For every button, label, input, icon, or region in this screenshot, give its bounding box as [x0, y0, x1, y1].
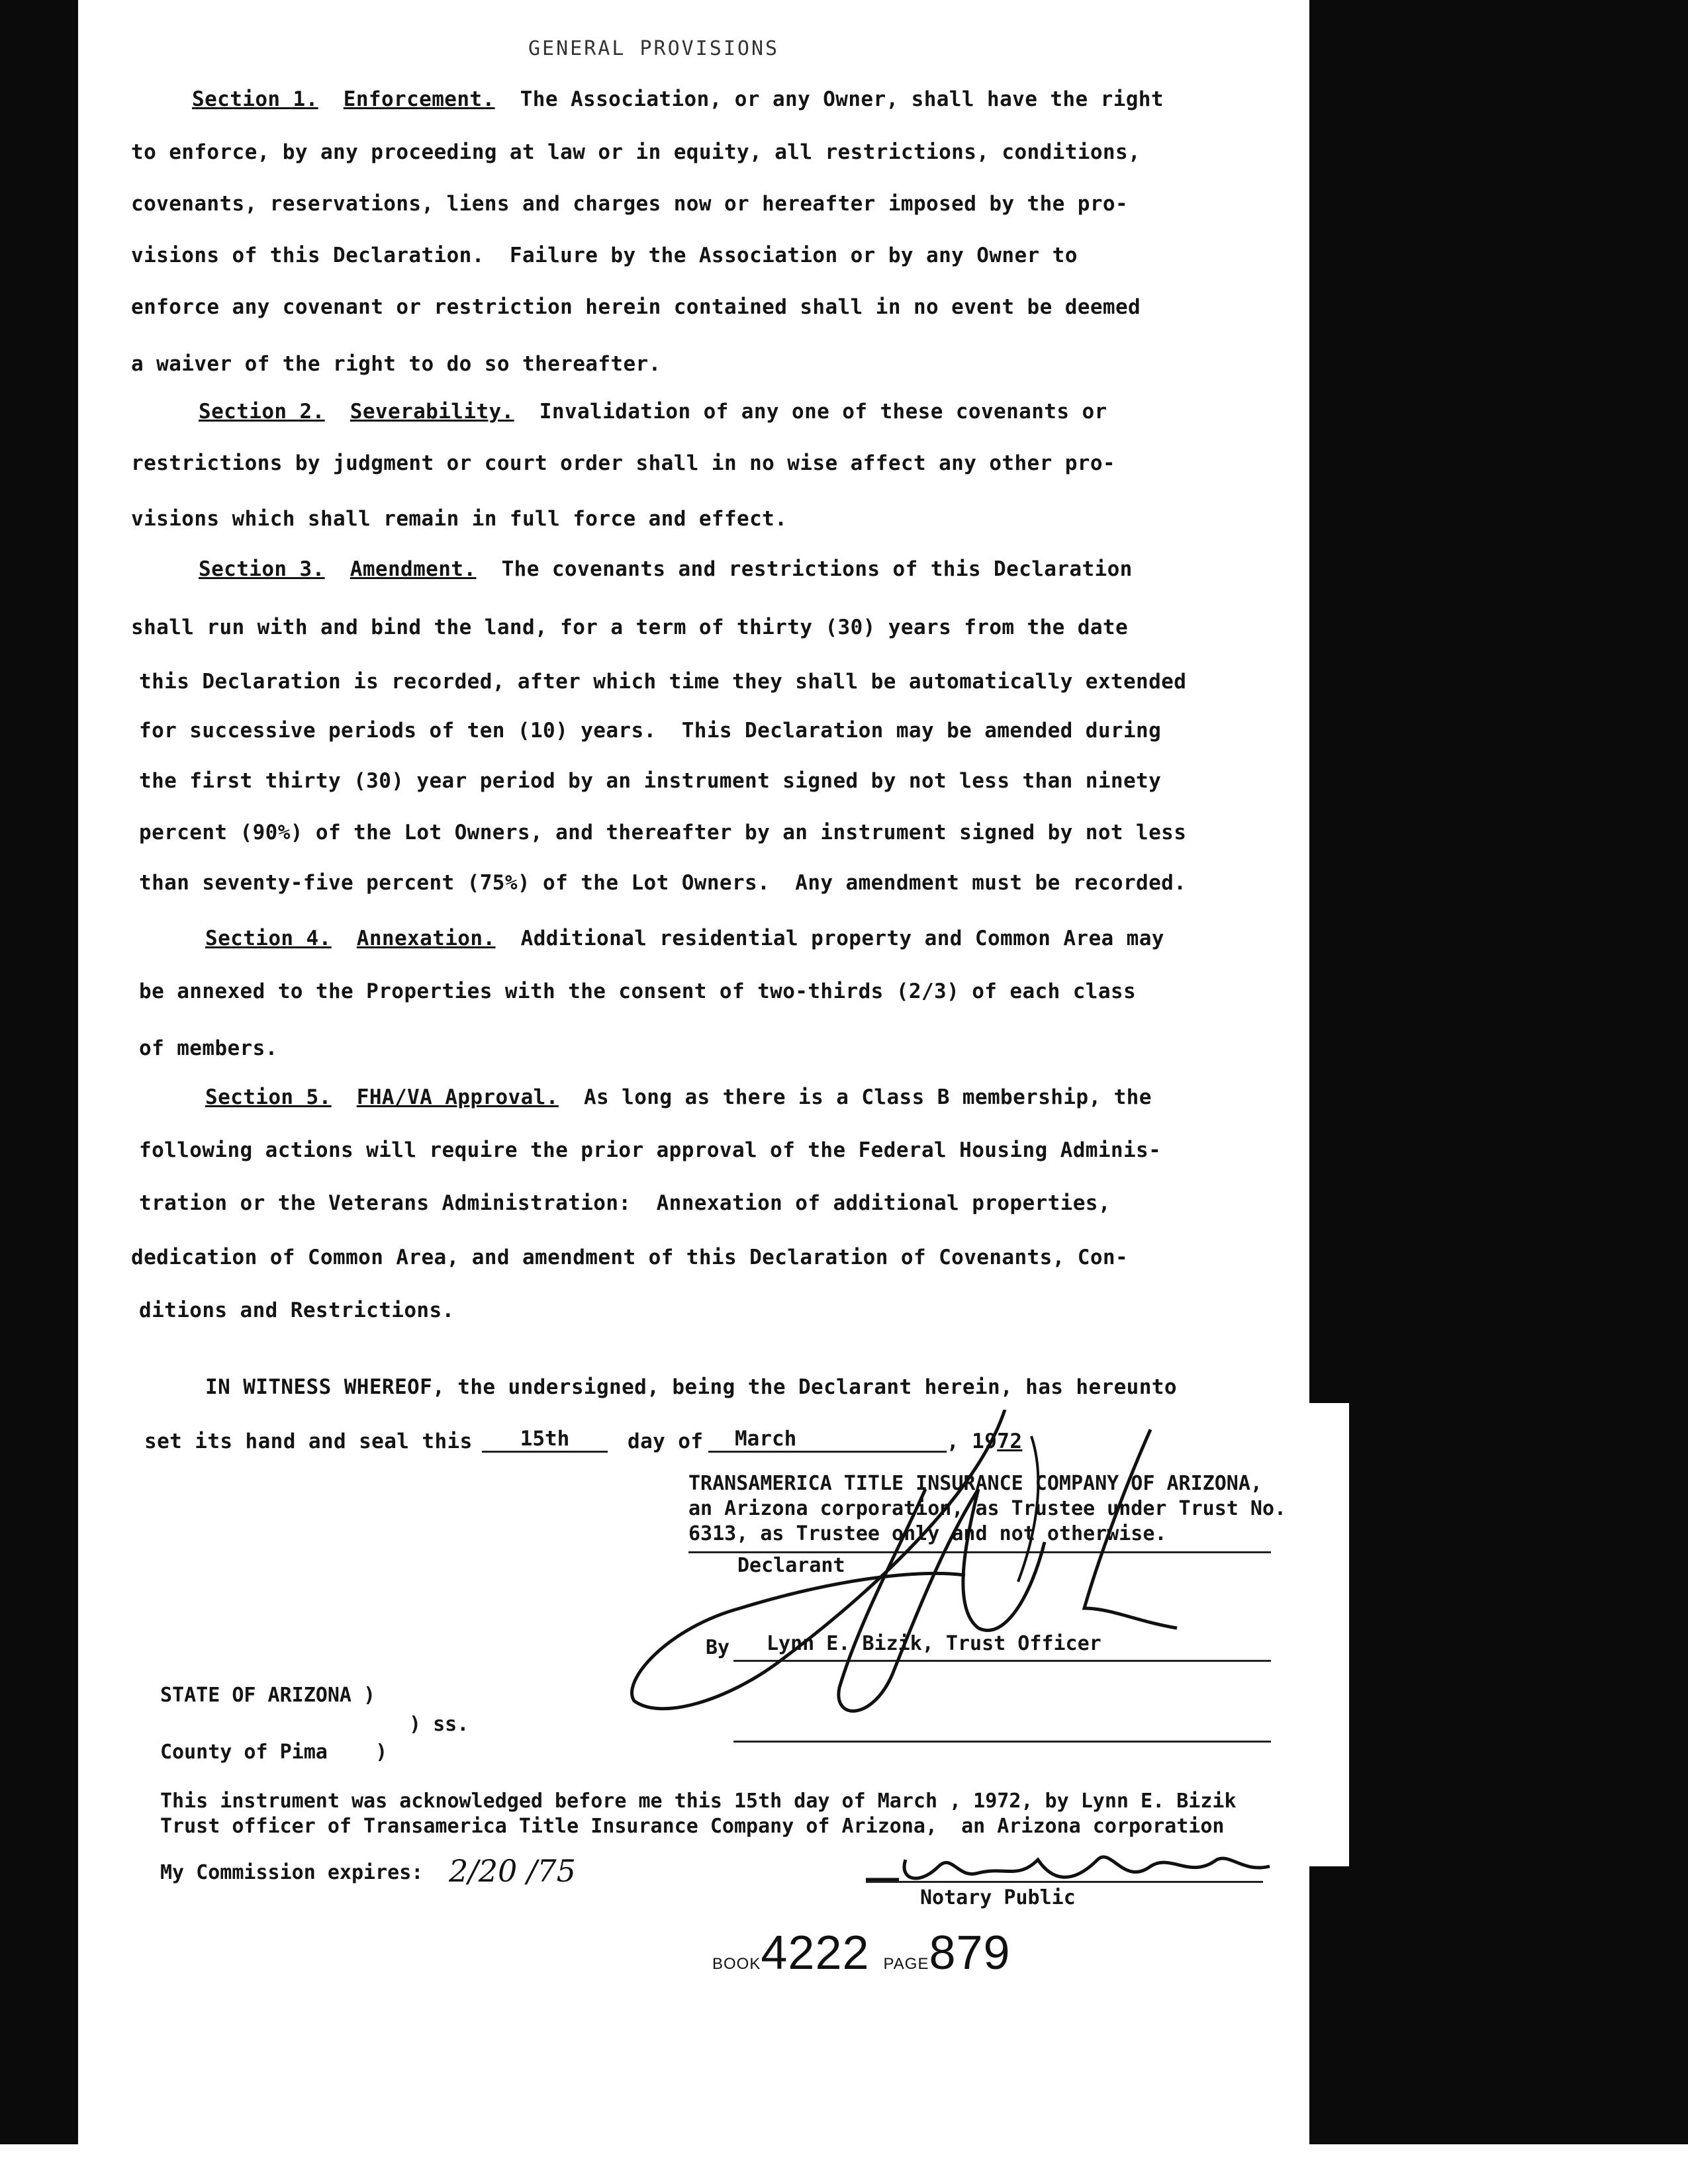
- section-3-label: Section 3.: [199, 557, 325, 581]
- section-2-title: Severability.: [350, 400, 514, 424]
- notary-label: Notary Public: [920, 1886, 1076, 1909]
- section-4-label: Section 4.: [205, 927, 332, 950]
- section-4-line: of members.: [139, 1036, 278, 1060]
- acknowledgment-line-2: Trust officer of Transamerica Title Insurance Company of Arizona, an Arizona corporation: [160, 1815, 1225, 1838]
- section-4-title: Annexation.: [356, 927, 496, 950]
- section-5-first-line: [205, 1085, 1152, 1109]
- witness-year-prefix: , 19: [947, 1430, 998, 1453]
- page-prefix: PAGE: [883, 1955, 929, 1973]
- book-number: 4222: [761, 1927, 870, 1979]
- acknowledgment-line-1: This instrument was acknowledged before me this 15th day of March , 1972, by Lynn E. Bizik: [160, 1790, 1237, 1813]
- witness-day-field: 15th: [482, 1427, 608, 1453]
- section-2-text: Invalidation of any one of these covenants or: [539, 400, 1107, 424]
- section-1-line: a waiver of the right to do so thereafter.: [131, 352, 661, 376]
- venue-ss: ) ss.: [409, 1713, 469, 1736]
- section-3-title: Amendment.: [350, 557, 477, 581]
- section-5-label: Section 5.: [205, 1085, 332, 1109]
- section-2-line: restrictions by judgment or court order shall in no wise affect any other pro-: [131, 451, 1115, 475]
- section-1-line: to enforce, by any proceeding at law or in equity, all restrictions, conditions,: [131, 140, 1141, 164]
- section-1-title: Enforcement.: [343, 87, 495, 111]
- section-5-line: following actions will require the prior approval of the Federal Housing Adminis-: [139, 1138, 1162, 1162]
- scan-edge-notch: [1309, 1403, 1349, 1866]
- commission-label: My Commission expires:: [160, 1861, 424, 1884]
- recording-stamp: [712, 1926, 1011, 1980]
- section-2-line: visions which shall remain in full force and effect.: [131, 507, 788, 531]
- section-3-line: the first thirty (30) year period by an instrument signed by not less than ninety: [139, 769, 1162, 793]
- section-5-line: ditions and Restrictions.: [139, 1298, 455, 1322]
- notary-rule: [866, 1881, 1263, 1883]
- declarant-label: Declarant: [737, 1554, 845, 1577]
- section-2-label: Section 2.: [199, 400, 325, 424]
- declarant-by-label: By: [706, 1636, 730, 1659]
- section-5-line: dedication of Common Area, and amendment of this Declaration of Covenants, Con-: [131, 1246, 1129, 1269]
- section-1-first-line: [192, 87, 1164, 111]
- section-5-text: As long as there is a Class B membership, the: [583, 1085, 1152, 1109]
- book-prefix: BOOK: [712, 1955, 761, 1973]
- section-1-line: covenants, reservations, liens and charges now or hereafter imposed by the pro-: [131, 192, 1129, 216]
- declarant-company: TRANSAMERICA TITLE INSURANCE COMPANY OF ARIZONA,: [688, 1472, 1262, 1495]
- section-3-text: The covenants and restrictions of this Declaration: [501, 557, 1133, 581]
- witness-line: IN WITNESS WHEREOF, the undersigned, being the Declarant herein, has hereunto: [205, 1375, 1177, 1399]
- section-5-line: tration or the Veterans Administration: Annexation of additional properties,: [139, 1191, 1111, 1215]
- witness-year-value: 72: [997, 1430, 1023, 1453]
- section-3-line: percent (90%) of the Lot Owners, and thereafter by an instrument signed by not less: [139, 821, 1187, 844]
- section-1-text: The Association, or any Owner, shall have the right: [520, 87, 1164, 111]
- page-number: 879: [929, 1927, 1011, 1979]
- scan-edge-left: [0, 0, 78, 2144]
- section-5-title: FHA/VA Approval.: [356, 1085, 559, 1109]
- section-1-label: Section 1.: [192, 87, 318, 111]
- declarant-signer: Lynn E. Bizik, Trust Officer: [767, 1632, 1102, 1655]
- declarant-signature: [608, 1410, 1309, 1741]
- document-page: [78, 0, 1309, 2184]
- section-4-text: Additional residential property and Common Area may: [520, 927, 1164, 950]
- section-3-line: for successive periods of ten (10) years. This Declaration may be amended during: [139, 719, 1162, 743]
- section-4-first-line: [205, 927, 1164, 950]
- scan-edge-right: [1309, 0, 1688, 2144]
- section-2-first-line: [199, 400, 1107, 424]
- blank-signature-rule: [733, 1741, 1271, 1743]
- witness-set-prefix: set its hand and seal this: [144, 1430, 473, 1453]
- commission-date-handwritten: 2/20 /75: [449, 1853, 576, 1889]
- witness-day-of: day of: [628, 1430, 704, 1453]
- section-3-first-line: [199, 557, 1133, 581]
- section-1-line: visions of this Declaration. Failure by the Association or by any Owner to: [131, 244, 1078, 267]
- witness-month-field: March: [708, 1427, 947, 1453]
- venue-county: County of Pima ): [160, 1741, 388, 1764]
- section-3-line: than seventy-five percent (75%) of the Lot Owners. Any amendment must be recorded.: [139, 871, 1187, 895]
- section-3-line: shall run with and bind the land, for a term of thirty (30) years from the date: [131, 615, 1129, 639]
- section-1-line: enforce any covenant or restriction herein contained shall in no event be deemed: [131, 295, 1141, 319]
- venue-state: STATE OF ARIZONA ): [160, 1684, 376, 1707]
- declarant-line-3: 6313, as Trustee only and not otherwise.: [688, 1522, 1167, 1545]
- section-4-line: be annexed to the Properties with the consent of two-thirds (2/3) of each class: [139, 979, 1137, 1003]
- page-heading: GENERAL PROVISIONS: [528, 37, 780, 60]
- declarant-line-2: an Arizona corporation, as Trustee under Trust No.: [688, 1497, 1287, 1520]
- section-3-line: this Declaration is recorded, after which time they shall be automatically extended: [139, 670, 1187, 694]
